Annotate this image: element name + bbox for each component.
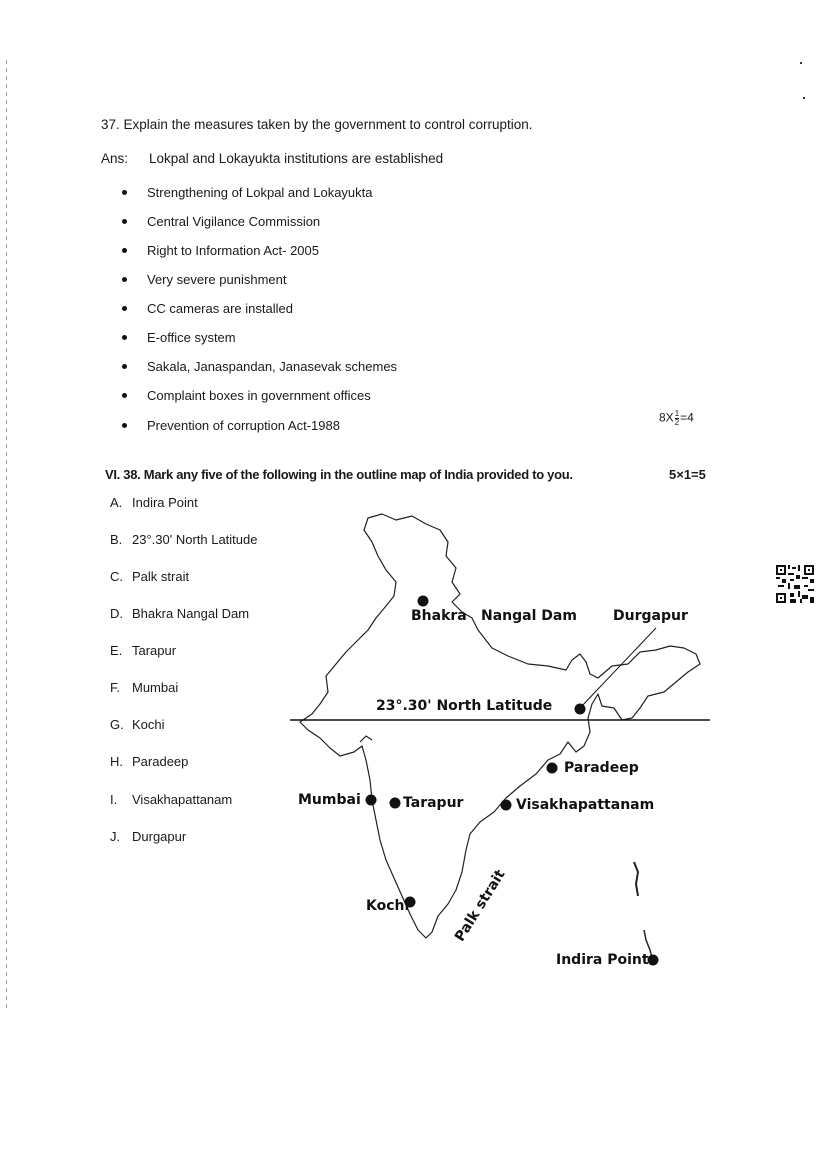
qr-code-icon <box>776 565 814 603</box>
option-item: B. 23°.30' North Latitude <box>110 532 258 547</box>
option-item: J. Durgapur <box>110 829 187 844</box>
mumbai-marker <box>366 795 377 806</box>
scan-speck <box>800 62 802 64</box>
durgapur-marker <box>575 704 586 715</box>
tarapur-marker <box>390 798 401 809</box>
map-label-paradeep: Paradeep <box>564 760 639 776</box>
answer-label: Ans: <box>101 151 129 166</box>
list-item: Central Vigilance Commission <box>122 207 397 236</box>
scan-speck <box>803 97 805 99</box>
list-item: CC cameras are installed <box>122 294 397 323</box>
map-label-latitude: 23°.30' North Latitude <box>376 698 553 714</box>
map-label-nangal-dam: Nangal Dam <box>481 608 577 624</box>
question-37-text: Explain the measures taken by the government to control corruption. <box>123 117 533 132</box>
list-item: Sakala, Janaspandan, Janasevak schemes <box>122 352 397 381</box>
answer-intro: Lokpal and Lokayukta institutions are established <box>149 151 444 166</box>
option-item: I. Visakhapattanam <box>110 792 233 807</box>
option-item: H. Paradeep <box>110 754 189 769</box>
list-item: Prevention of corruption Act-1988 <box>122 410 397 441</box>
option-item: G. Kochi <box>110 717 165 732</box>
question-37-number: 37. <box>101 117 120 132</box>
list-item: E-office system <box>122 323 397 352</box>
andaman-islands <box>634 862 638 896</box>
map-label-tarapur: Tarapur <box>403 795 464 811</box>
list-item: Right to Information Act- 2005 <box>122 236 397 265</box>
map-label-visakhapattanam: Visakhapattanam <box>516 797 655 813</box>
question-38-marks: 5×1=5 <box>669 467 706 482</box>
question-37-marks: 8X $\frac{1}{2}$ =4 <box>659 409 694 427</box>
map-label-bhakra: Bhakra <box>411 608 467 624</box>
option-item: C. Palk strait <box>110 569 190 584</box>
map-label-palk-strait: Palk strait <box>452 867 509 945</box>
question-38-text: VI. 38. Mark any five of the following in the outline map of India provided to you. <box>105 467 573 482</box>
list-item: Strengthening of Lokpal and Lokayukta <box>122 178 397 207</box>
option-item: F. Mumbai <box>110 680 179 695</box>
map-label-indira-point: Indira Point <box>556 952 649 968</box>
list-item: Very severe punishment <box>122 265 397 294</box>
option-item: D. Bhakra Nangal Dam <box>110 606 250 621</box>
map-label-kochi: Kochi <box>366 898 410 914</box>
indira-point-marker <box>648 955 659 966</box>
visakhapattanam-marker <box>501 800 512 811</box>
bhakra-nangal-marker <box>418 596 429 607</box>
map-label-mumbai: Mumbai <box>298 792 361 808</box>
durgapur-leader-line <box>580 628 656 708</box>
option-item: A. Indira Point <box>110 495 198 510</box>
mainland-inner-coast <box>360 736 372 742</box>
paradeep-marker <box>547 763 558 774</box>
marks-fraction: $\frac{1}{2}$ <box>674 409 680 427</box>
map-label-durgapur: Durgapur <box>613 608 688 624</box>
option-item: E. Tarapur <box>110 643 177 658</box>
list-item: Complaint boxes in government offices <box>122 381 397 410</box>
